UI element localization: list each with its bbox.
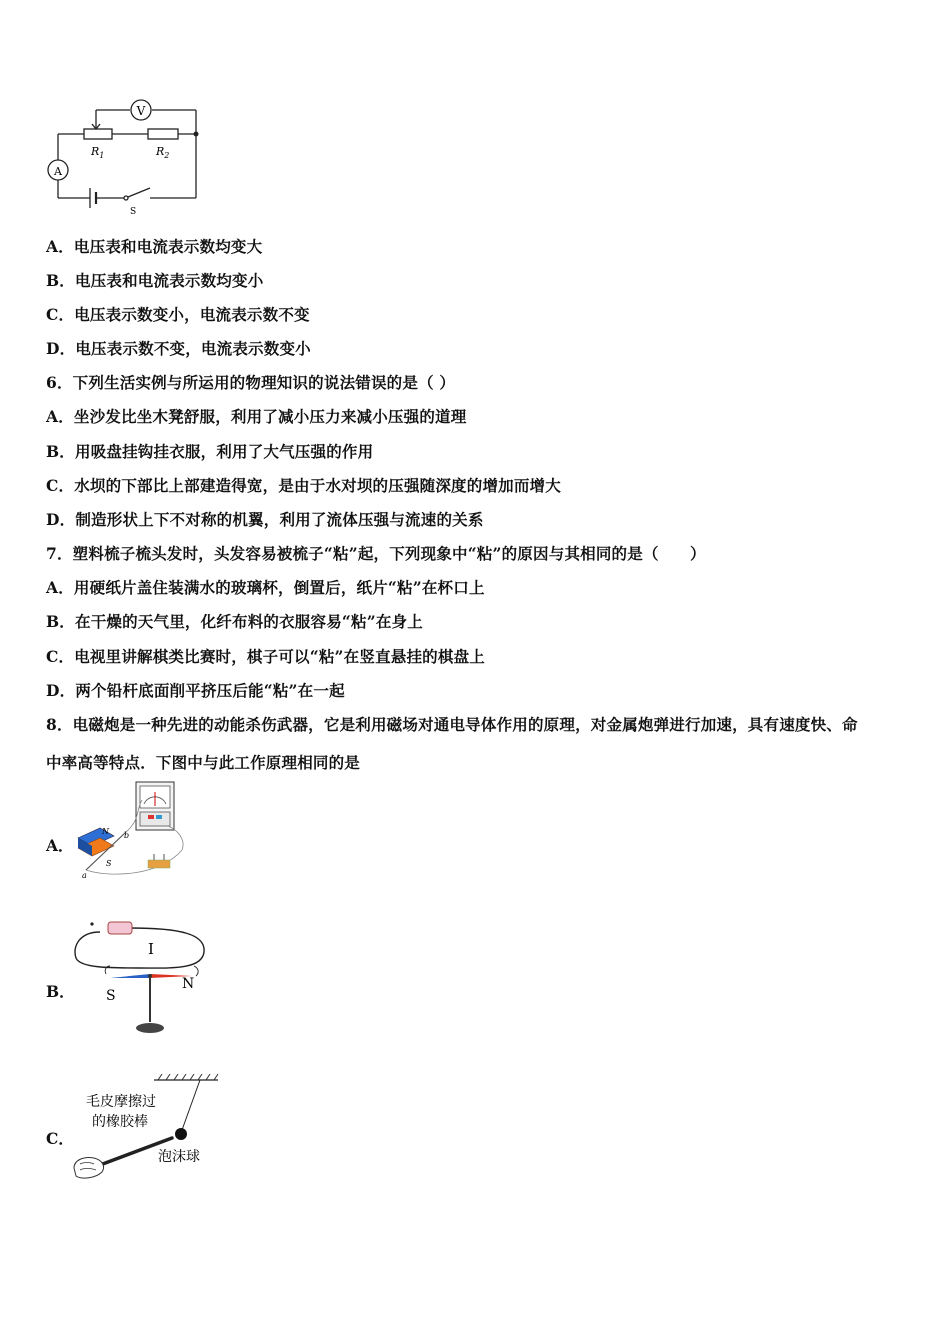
q6-option-d: D．制造形状上下不对称的机翼，利用了流体压强与流速的关系 — [46, 510, 484, 529]
ammeter-label: A — [54, 165, 62, 178]
q7-option-c: C．电视里讲解棋类比赛时，棋子可以“粘”在竖直悬挂的棋盘上 — [46, 647, 485, 666]
magnet-n-label: N — [102, 827, 109, 836]
foam-ball-label: 泡沫球 — [158, 1149, 200, 1165]
voltmeter-label: V — [136, 104, 146, 118]
r2-subscript: 2 — [164, 151, 170, 160]
q6-stem: 6．下列生活实例与所运用的物理知识的说法错误的是（ ） — [46, 373, 456, 392]
compass-n-label: N — [182, 976, 195, 992]
q5-option-c: C．电压表示数变小，电流表示数不变 — [46, 305, 310, 324]
q6-option-b: B．用吸盘挂钩挂衣服，利用了大气压强的作用 — [46, 442, 374, 461]
svg-text:R1 — [90, 145, 104, 160]
charged-rod-foam-ball-figure — [70, 1068, 222, 1186]
q5-option-a: A．电压表和电流表示数均变大 — [46, 237, 263, 256]
magnet-s-label: S — [106, 859, 112, 868]
svg-text:R2 — [155, 145, 169, 160]
q5-option-d: D．电压表示数不变，电流表示数变小 — [46, 339, 311, 358]
q5-option-b: B．电压表和电流表示数均变小 — [46, 271, 264, 290]
r1-label: R — [91, 145, 100, 158]
r2-label: R — [156, 145, 165, 158]
q7-option-a: A．用硬纸片盖住装满水的玻璃杯，倒置后，纸片“粘”在杯口上 — [46, 578, 485, 597]
q8-option-b-label: B． — [46, 982, 75, 1001]
r1-subscript: 1 — [99, 151, 105, 160]
q7-stem: 7．塑料梳子梳头发时，头发容易被梳子“粘”起，下列现象中“粘”的原因与其相同的是（ ） — [46, 544, 706, 563]
conductor-a-label: a — [82, 871, 87, 880]
q8-stem-line2: 中率高等特点．下图中与此工作原理相同的是 — [46, 753, 361, 772]
conductor-b-label: b — [124, 831, 130, 840]
q8-option-a-label: A． — [46, 836, 74, 855]
oersted-experiment-figure — [70, 916, 210, 1038]
circuit-diagram — [44, 96, 204, 218]
q8-option-c-label: C． — [46, 1129, 74, 1148]
compass-s-label: S — [106, 988, 116, 1004]
current-label: I — [148, 940, 154, 958]
q6-option-a: A．坐沙发比坐木凳舒服，利用了减小压力来减小压强的道理 — [46, 407, 467, 426]
q7-option-b: B．在干燥的天气里，化纤布料的衣服容易“粘”在身上 — [46, 612, 423, 631]
q8-stem-line1: 8．电磁炮是一种先进的动能杀伤武器，它是利用磁场对通电导体作用的原理，对金属炮弹进行加速，具有速度快、命 — [46, 715, 858, 734]
rod-label-line2: 的橡胶棒 — [92, 1114, 148, 1130]
rod-label-line1: 毛皮摩擦过 — [86, 1094, 156, 1110]
q6-option-c: C．水坝的下部比上部建造得宽，是由于水对坝的压强随深度的增加而增大 — [46, 476, 561, 495]
q7-option-d: D．两个铅杆底面削平挤压后能“粘”在一起 — [46, 681, 345, 700]
galvanometer-magnet-figure — [70, 780, 190, 880]
switch-label: S — [130, 207, 137, 217]
